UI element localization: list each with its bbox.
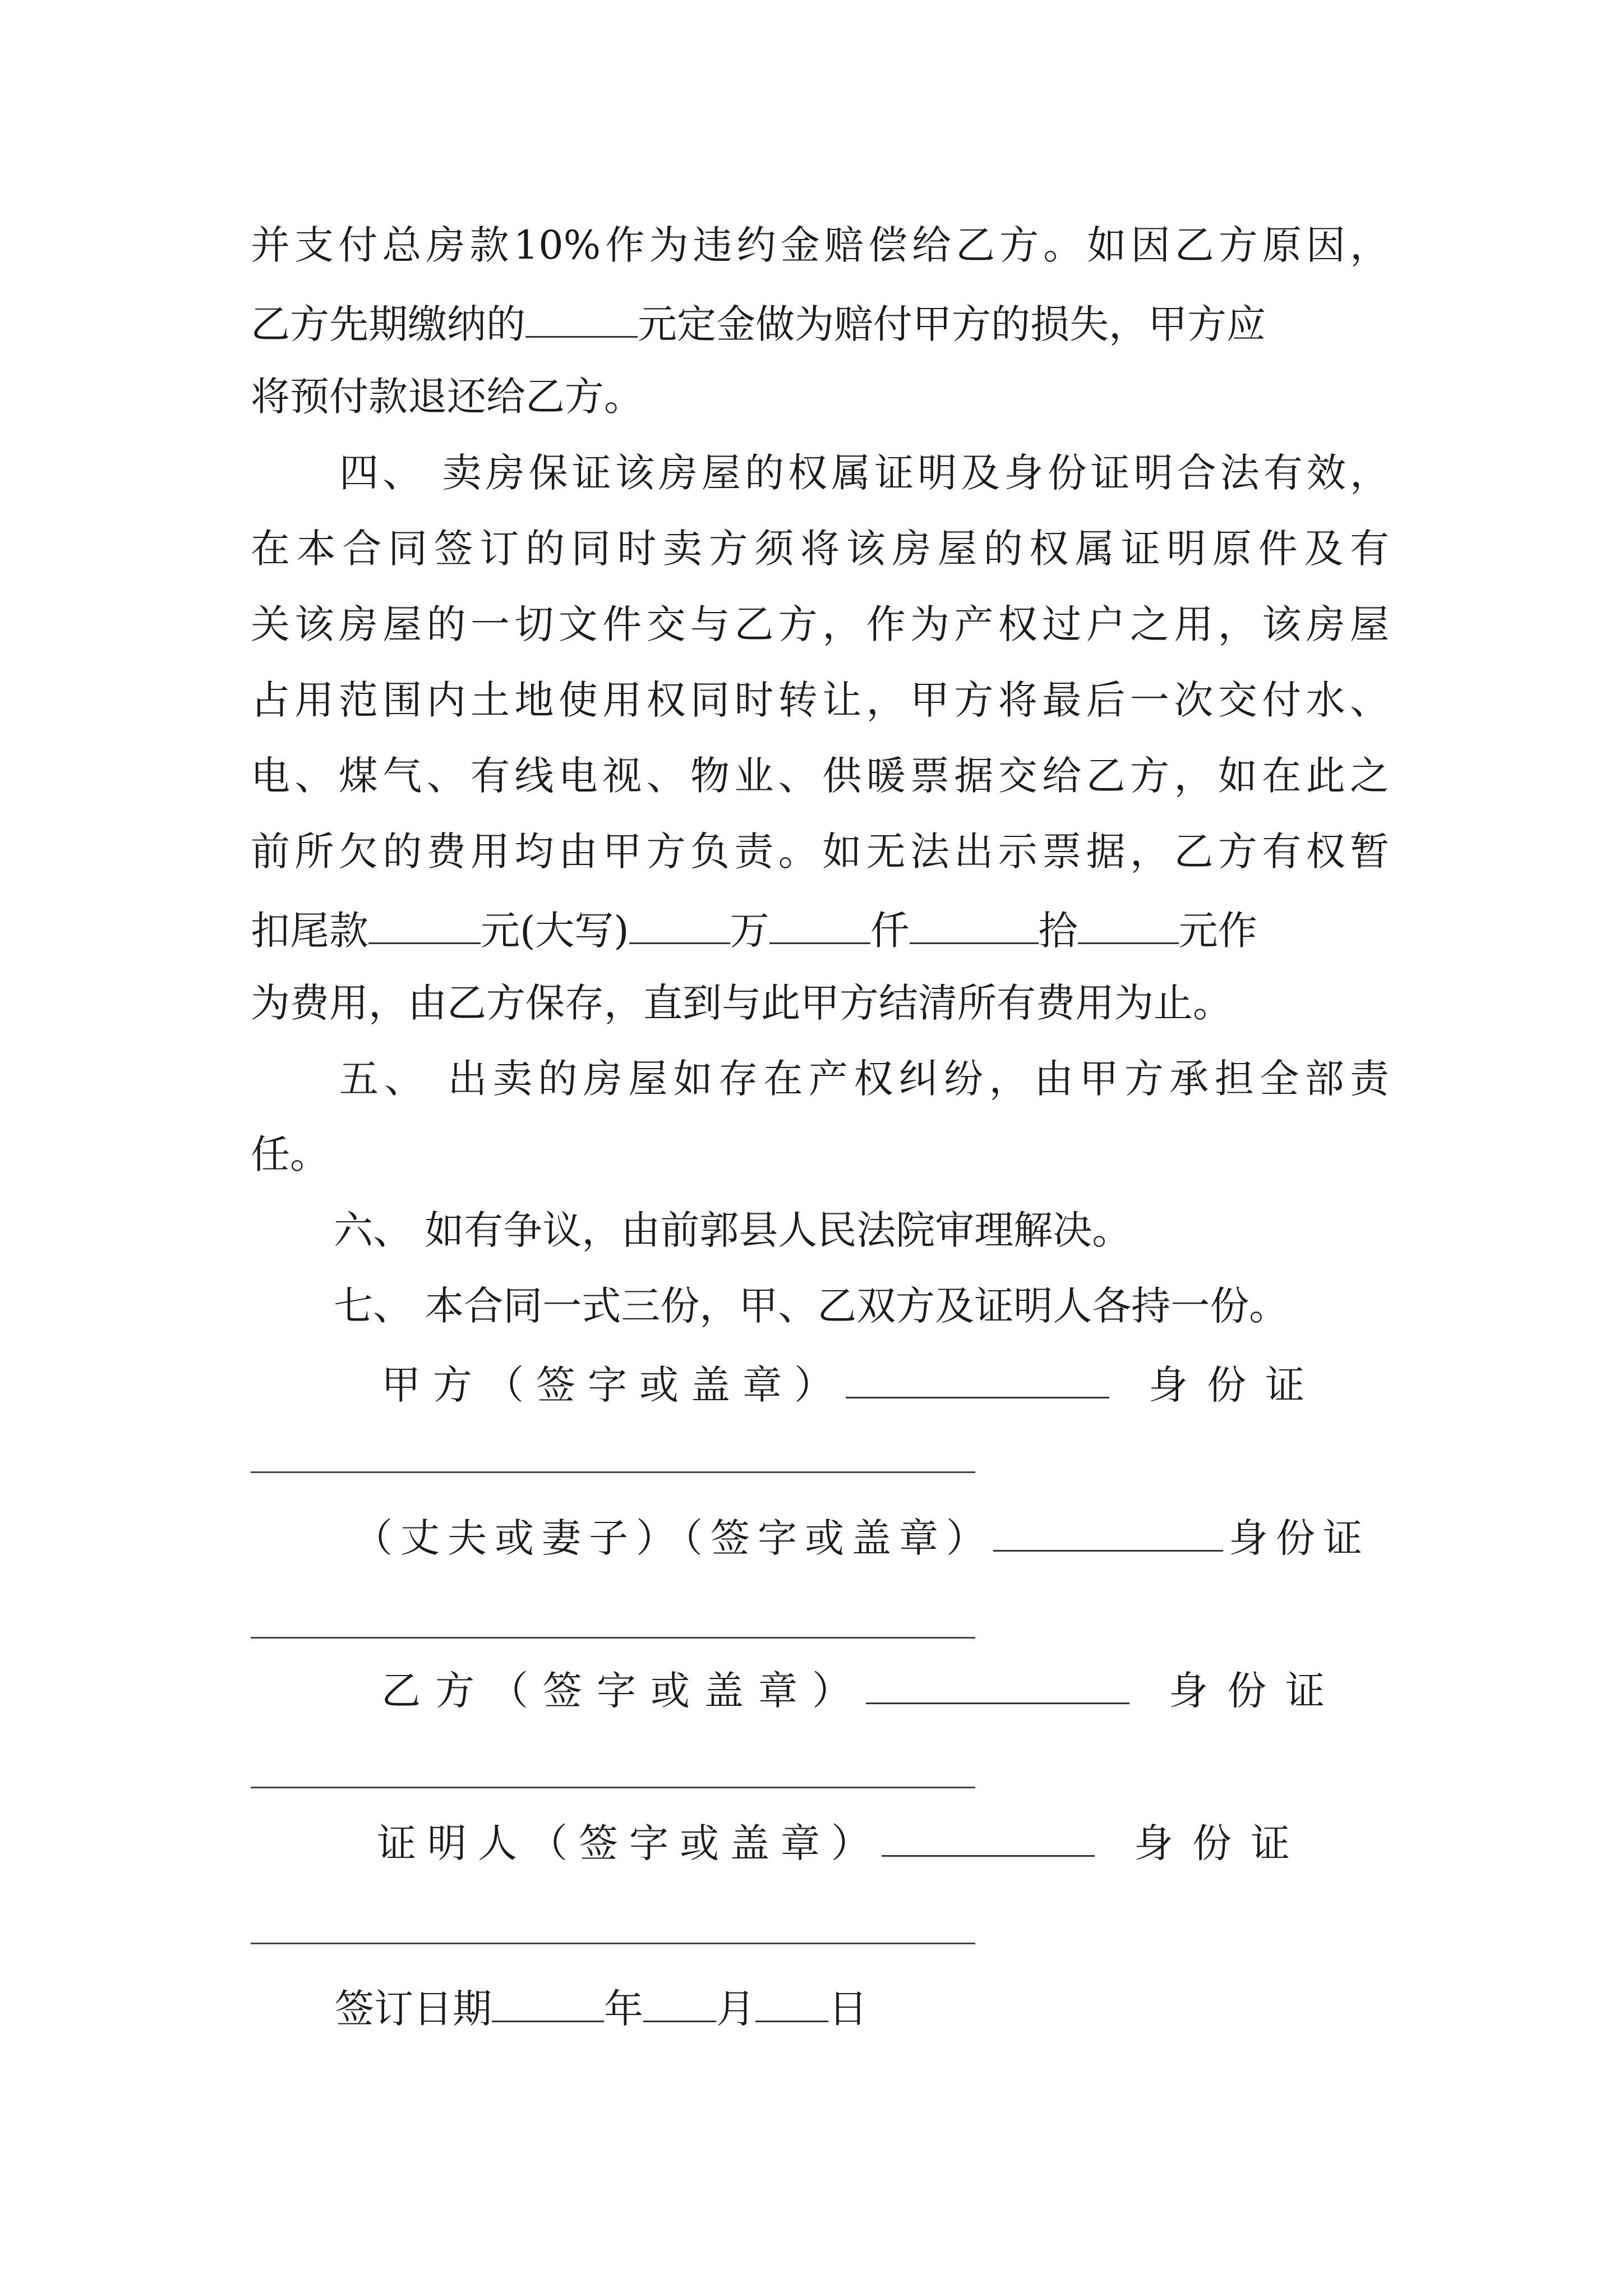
day-blank (755, 1986, 828, 2022)
amount-shi-blank (1078, 908, 1179, 944)
party-a-label: 甲方（签字或盖章） (381, 1362, 846, 1408)
spouse-signature-blank (993, 1515, 1223, 1552)
party-a-signature-line (381, 1362, 1391, 1408)
party-b-label: 乙方（签字或盖章） (381, 1668, 866, 1714)
amount-blank (368, 908, 481, 944)
day-label: 日 (828, 1986, 868, 2032)
year-blank (492, 1986, 604, 2022)
paragraph-line: 前所欠的费用均由甲方负责。如无法出示票据，乙方有权暂 (251, 829, 1389, 875)
id-label: 身份证 (1149, 1362, 1324, 1408)
paragraph-line: 任。 (251, 1131, 329, 1177)
paragraph-line: 在本合同签订的同时卖方须将该房屋的权属证明原件及有 (251, 526, 1389, 572)
year-label: 年 (604, 1986, 643, 2032)
paragraph-line: 并支付总房款10%作为违约金赔偿给乙方。如因乙方原因， (251, 222, 1389, 268)
spouse-signature-line (353, 1515, 1370, 1561)
amount-bai-blank (910, 908, 1039, 944)
paragraph-line: 将预付款退还给乙方。 (251, 374, 643, 420)
month-blank (643, 1986, 716, 2022)
id-number-rule (251, 1943, 975, 1944)
clause-heading-line: 六、 如有争议，由前郭县人民法院审理解决。 (334, 1207, 1132, 1253)
paragraph-line: 为费用，由乙方保存，直到与此甲方结清所有费用为止。 (251, 980, 1232, 1026)
month-label: 月 (716, 1986, 755, 2032)
signing-date-line (335, 1986, 868, 2032)
text-segment: 万 (730, 908, 769, 954)
amount-wan-blank (629, 908, 730, 944)
paragraph-line: 关该房屋的一切文件交与乙方，作为产权过户之用，该房屋 (251, 601, 1389, 647)
paragraph-line: 电、煤气、有线电视、物业、供暖票据交给乙方，如在此之 (251, 753, 1389, 799)
id-label: 身份证 (1169, 1668, 1344, 1714)
id-number-rule (251, 1787, 975, 1788)
paragraph-line (251, 301, 1266, 347)
witness-signature-line (377, 1820, 1386, 1866)
clause-heading-line: 五、 出卖的房屋如存在产权纠纷，由甲方承担全部责 (339, 1056, 1389, 1102)
deposit-amount-blank (525, 301, 638, 338)
paragraph-line (251, 908, 1257, 954)
text-segment: 拾 (1038, 908, 1078, 954)
paragraph-line: 占用范围内土地使用权同时转让，甲方将最后一次交付水、 (251, 677, 1389, 723)
witness-signature-blank (882, 1820, 1095, 1857)
text-segment: 仟 (870, 908, 910, 954)
party-a-signature-blank (846, 1362, 1109, 1398)
date-label: 签订日期 (335, 1986, 492, 2032)
id-number-rule (251, 1637, 975, 1639)
id-number-rule (251, 1471, 975, 1473)
spouse-label: （丈夫或妻子）（签字或盖章） (353, 1515, 993, 1561)
party-b-signature-blank (866, 1668, 1129, 1704)
text-segment: 乙方先期缴纳的 (251, 301, 525, 347)
text-segment: 扣尾款 (251, 908, 368, 954)
witness-label: 证明人（签字或盖章） (377, 1820, 882, 1866)
id-label: 身份证 (1229, 1515, 1370, 1561)
clause-heading-line: 四、 卖房保证该房屋的权属证明及身份证明合法有效， (339, 450, 1389, 496)
party-b-signature-line (381, 1668, 1391, 1714)
text-segment: 元定金做为赔付甲方的损失，甲方应 (638, 301, 1266, 347)
clause-heading-line: 七、 本合同一式三份，甲、乙双方及证明人各持一份。 (334, 1283, 1289, 1329)
text-segment: 元(大写) (481, 908, 629, 954)
id-label: 身份证 (1134, 1820, 1309, 1866)
text-segment: 元作 (1178, 908, 1257, 954)
amount-qian-blank (769, 908, 870, 944)
